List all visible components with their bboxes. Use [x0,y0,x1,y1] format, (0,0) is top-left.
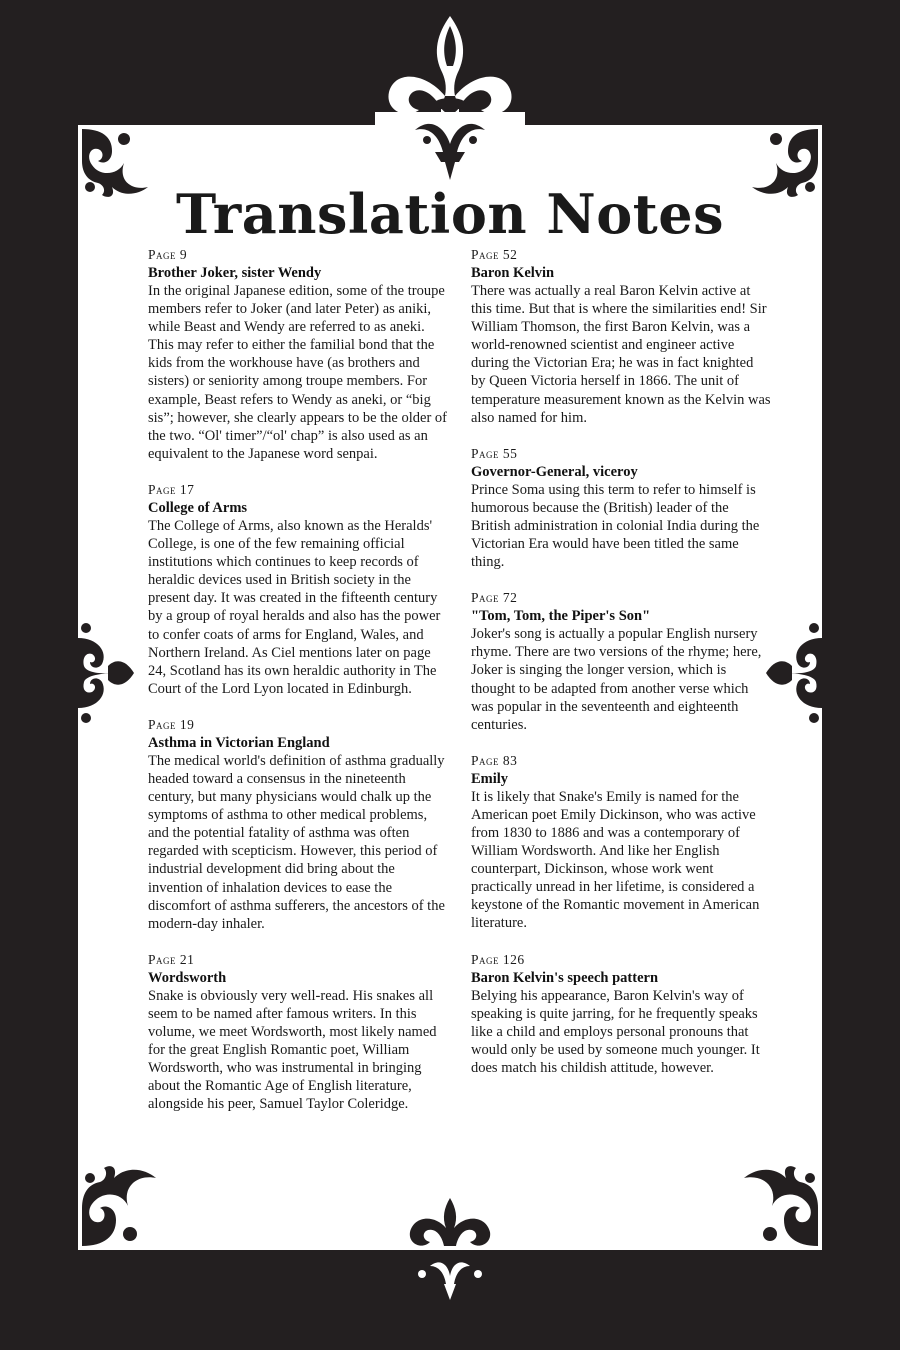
corner-flourish-bottom-left-icon [78,1162,163,1250]
note-heading: Baron Kelvin's speech pattern [471,969,659,986]
note-page-19 [148,716,448,933]
note-page-55 [471,445,771,571]
note-page-number: Page 19 [148,716,195,732]
note-page-number: Page 83 [471,752,518,768]
note-body: Joker's song is actually a popular English nursery rhyme. There are two versions of the rhyme; here, Joker is singing the longer version, which is thought to be adapted from another verse which was popular in the seventeenth and eighteenth centuries. [471,626,762,733]
note-page-52 [471,246,771,427]
note-heading: Asthma in Victorian England [148,734,330,751]
note-heading: College of Arms [148,499,248,516]
side-flourish-left-icon [78,618,138,728]
note-page-9 [148,246,448,463]
note-body: The College of Arms, also known as the Heralds' College, is one of the few remaining official institutions which continues to keep records of heraldic devices used in British society in the present day. It was created in the fifteenth century by a group of royal heralds and also has the power to confer coats of arms for England, Wales, and Northern Ireland. As Ciel mentions later on page 24, Scotland has its own heraldic authority in The Court of the Lord Lyon located in Edinburgh. [148,517,441,697]
note-body: Prince Soma using this term to refer to himself is humorous because the (British) leader of the British administration in colonial India during the Victorian Era would have been titled the same thing. [471,481,760,571]
note-page-number: Page 17 [148,481,195,497]
note-heading: "Tom, Tom, the Piper's Son" [471,608,651,625]
left-column [148,246,448,1131]
note-page-number: Page 72 [471,590,518,606]
note-heading: Brother Joker, sister Wendy [148,265,322,281]
note-body: Snake is obviously very well-read. His snakes all seem to be named after famous writers. In this volume, we meet Wordsworth, most likely named for the great English Romantic poet, William Wordsworth, who was instrumental in bringing about the Romantic Age of English literature, alongside his peer, Samuel Taylor Coleridge. [148,987,437,1113]
page-title: Translation Notes [176,182,724,246]
note-page-number: Page 9 [148,247,188,262]
note-body: The medical world's definition of asthma gradually headed toward a consensus in the nineteenth century, but many physicians would chalk up the symptoms of asthma to other medical problems, and the potential fatality of asthma was often regarded with scepticism. However, this period of industrial development did bring about the invention of inhalation devices to ease the discomfort of asthma sufferers, the ancestors of the modern-day inhaler. [148,752,445,932]
right-column [471,246,771,1095]
note-page-72 [471,589,771,734]
note-body: There was actually a real Baron Kelvin active at this time. But that is where the similarities end! Sir William Thomson, the first Baron Kelvin, was a world-renowned scientist and engineer active during the Victorian Era; he was in fact knighted by Queen Victoria herself in 1866. The unit of temperature measurement known as the Kelvin was also named for him. [471,283,771,426]
note-page-83 [471,752,771,933]
note-heading: Governor-General, viceroy [471,463,638,480]
note-page-126 [471,951,771,1077]
fleur-de-lis-crest-icon [375,12,525,182]
note-heading: Baron Kelvin [471,265,555,281]
note-heading: Wordsworth [148,969,227,986]
note-page-number: Page 126 [471,951,525,967]
note-body: It is likely that Snake's Emily is named for the American poet Emily Dickinson, who was active from 1830 to 1886 and was a contemporary of William Wordsworth. And like her English counterpart, Dickinson, whose work went practically unread in her lifetime, is considered a keystone of the Romantic movement in American literature. [471,788,760,932]
corner-flourish-bottom-right-icon [737,1162,822,1250]
bottom-crest-icon [400,1196,500,1306]
note-page-number: Page 52 [471,247,518,262]
side-flourish-right-icon [762,618,822,728]
note-page-number: Page 21 [148,951,195,967]
note-page-number: Page 55 [471,445,518,461]
note-body: Belying his appearance, Baron Kelvin's way of speaking is quite jarring, for he frequently speaks like a child and employs personal pronouns that would only be used by someone much younger. It does match his childish attitude, however. [471,987,760,1076]
note-heading: Emily [471,770,509,787]
note-page-17 [148,481,448,698]
note-body: In the original Japanese edition, some of the troupe members refer to Joker (and later Peter) as aniki, while Beast and Wendy are referred to as aneki. This may refer to either the familial bond that the kids from the workhouse have (as brothers and sisters) or seniority among troupe members. For example, Beast refers to Wendy as aneki, or “big sis”; however, she clearly appears to be the older of the two. “Ol' timer”/“ol' chap” is also used as an equivalent to the Japanese word senpai. [148,283,447,462]
note-page-21 [148,951,448,1114]
